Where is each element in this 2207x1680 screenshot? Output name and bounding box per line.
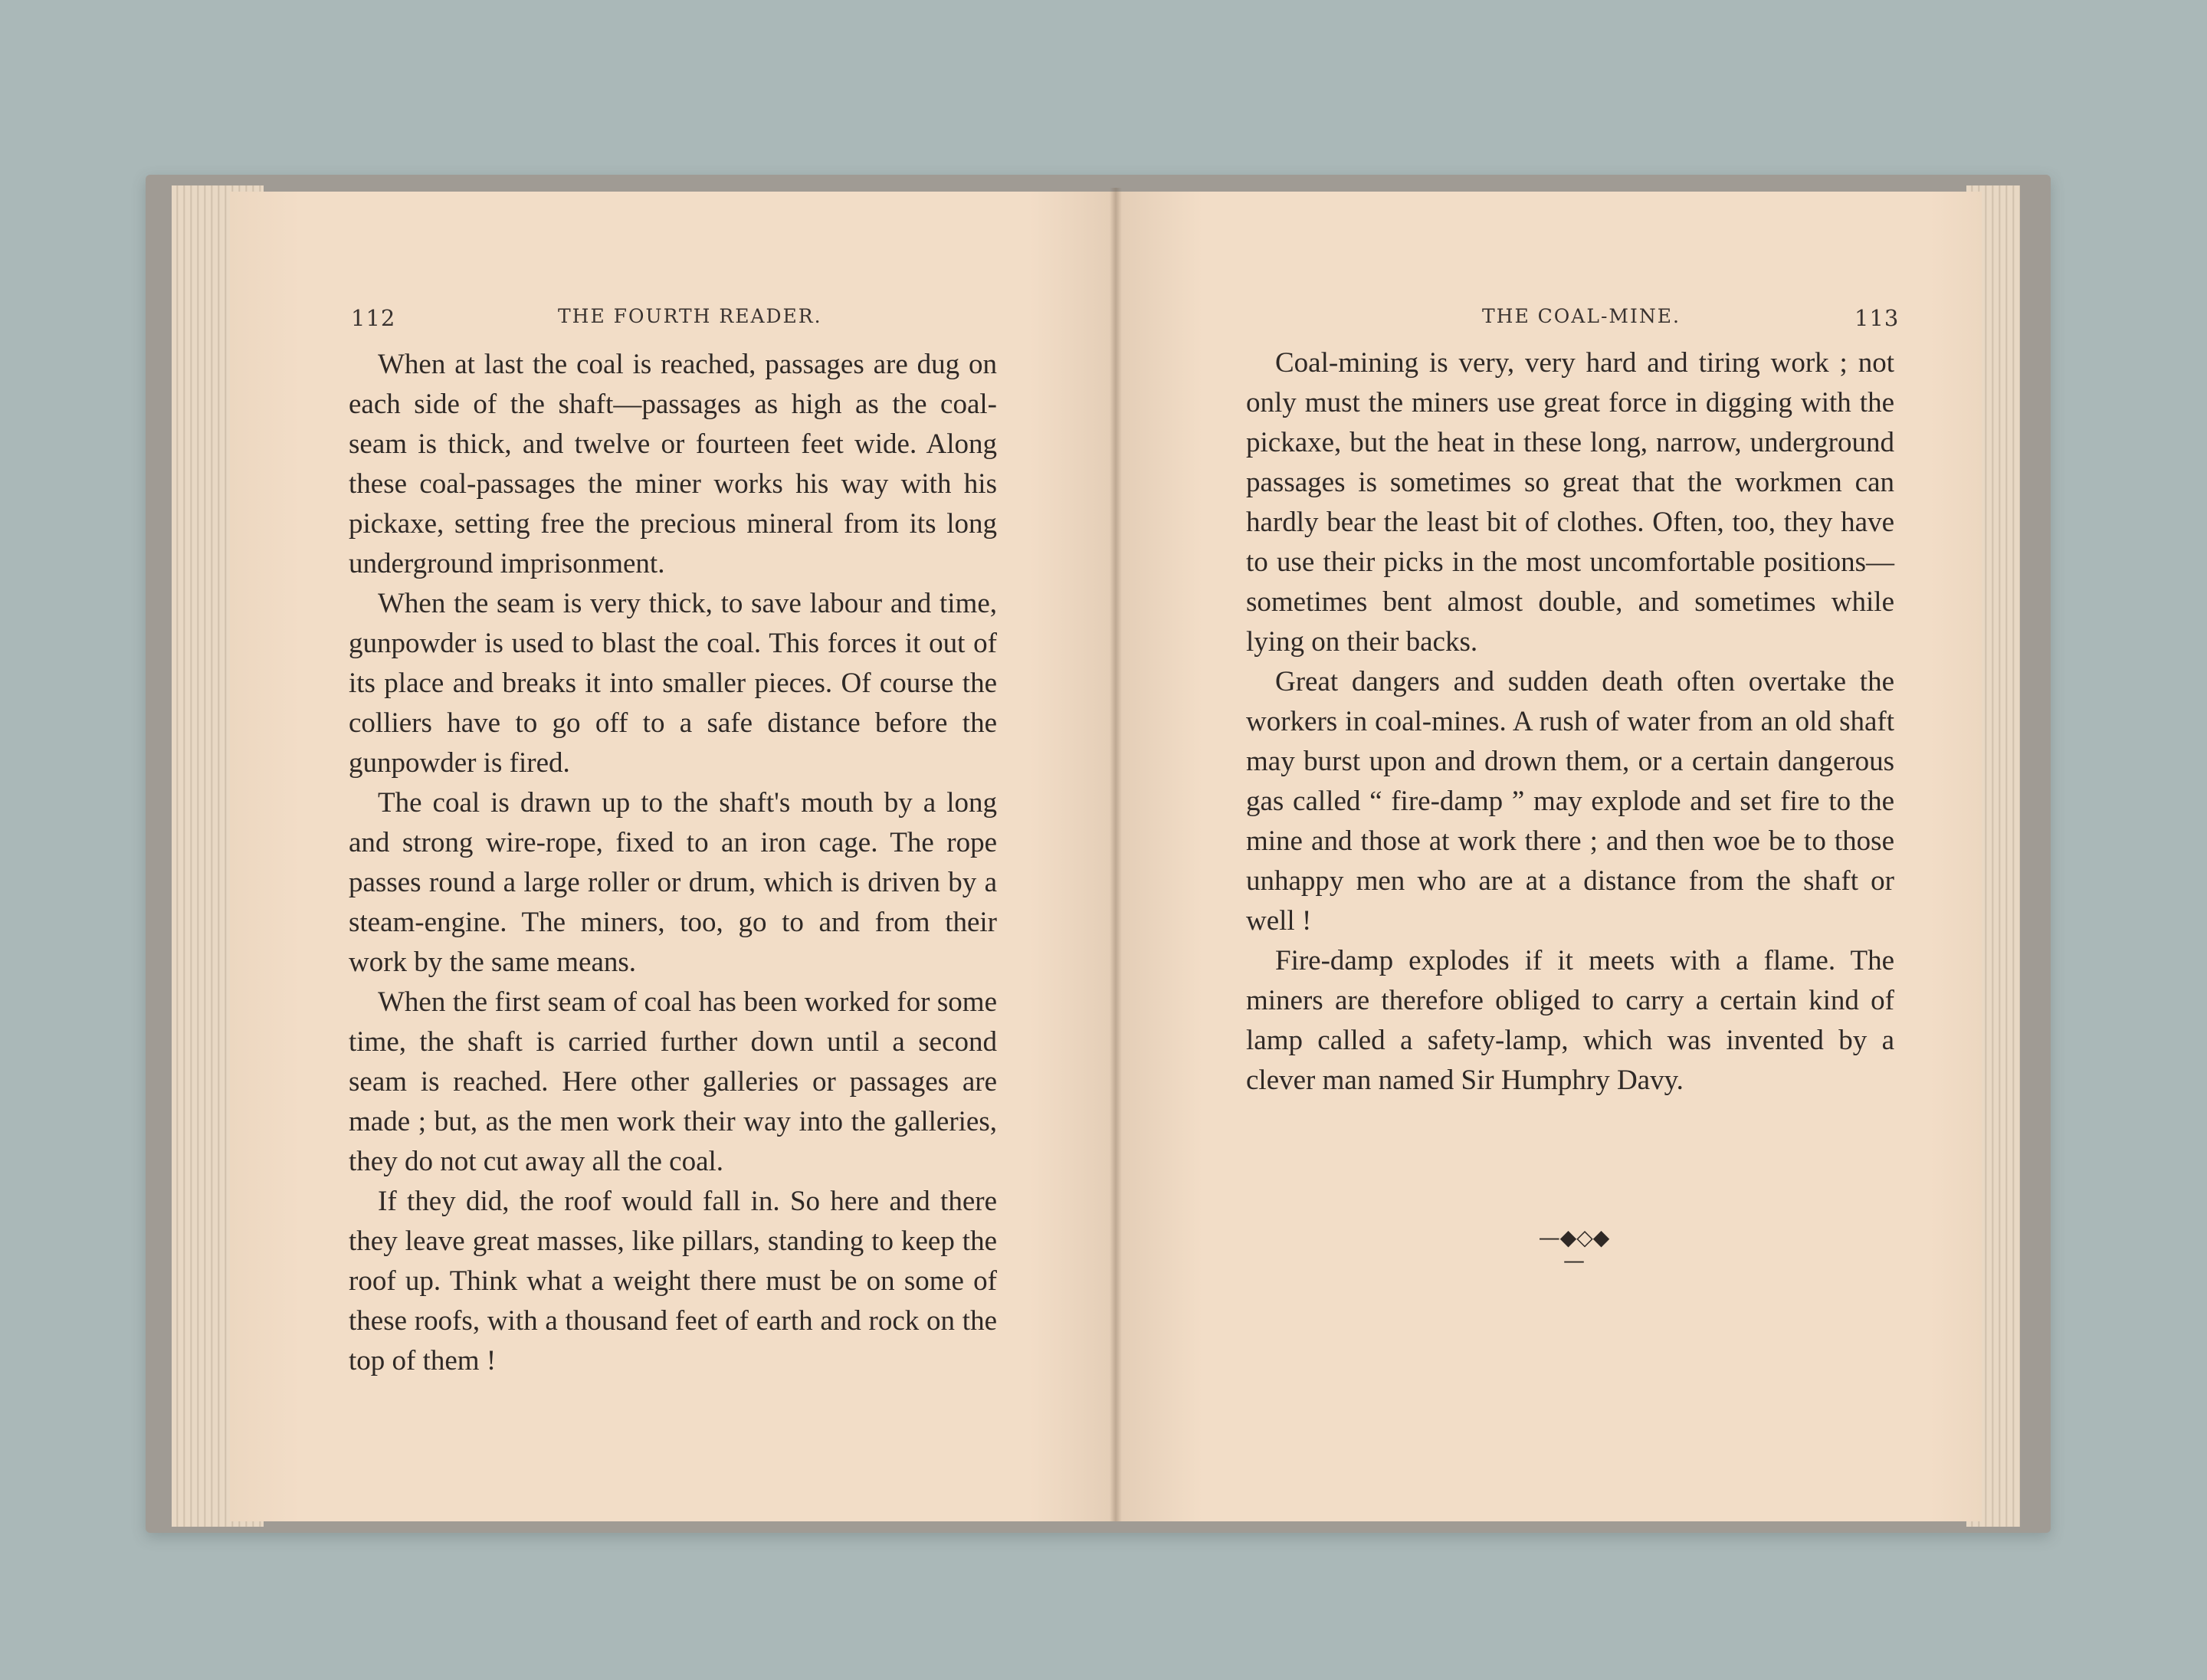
left-running-head: THE FOURTH READER.	[558, 305, 822, 327]
paragraph: When at last the coal is reached, passages are dug on each side of the shaft—passages as high as the coal-seam is thick, and twelve or fourteen feet wide. Along these coal-passages the miner works his way with his pickaxe, setting free the precious mineral from its long underground imprisonment.	[349, 349, 997, 579]
right-page-body	[1246, 343, 1894, 1101]
left-page-body	[349, 345, 997, 1381]
paragraph: Coal-mining is very, very hard and tiring work ; not only must the miners use great force in digging with the pickaxe, but the heat in these long, narrow, underground passages is sometimes so great that the workmen can hardly bear the least bit of clothes. Often, too, they have to use their picks in the most uncomfortable positions—sometimes bent almost double, and sometimes while lying on their backs.	[1246, 347, 1894, 658]
paragraph: When the seam is very thick, to save labour and time, gunpowder is used to blast the coal. This forces it out of its place and breaks it into smaller pieces. Of course the colliers have to go off to a safe distance before the gunpowder is fired.	[349, 588, 997, 779]
paragraph: Great dangers and sudden death often overtake the workers in coal-mines. A rush of water from an old shaft may burst upon and drown them, or a certain dangerous gas called “ fire-damp ” may explode and set fire to the mine and those at work there ; and then woe be to those unhappy men who are at a distance from the shaft or well !	[1246, 666, 1894, 937]
paragraph: If they did, the roof would fall in. So here and there they leave great masses, like pillars, standing to keep the roof up. Think what a weight there must be on some of these roofs, with a thousand feet of earth and rock on the top of them !	[349, 1186, 997, 1376]
left-page-number: 112	[351, 305, 396, 331]
ornament-divider: —◆◇◆—	[1538, 1225, 1610, 1273]
right-running-head: THE COAL-MINE.	[1482, 305, 1681, 327]
paragraph: The coal is drawn up to the shaft's mouth by a long and strong wire-rope, fixed to an iron cage. The rope passes round a large roller or drum, which is driven by a steam-engine. The miners, too, go to and from their work by the same means.	[349, 787, 997, 978]
book-gutter	[1110, 188, 1122, 1521]
paragraph: When the first seam of coal has been worked for some time, the shaft is carried further down until a second seam is reached. Here other galleries or passages are made ; but, as the men work their way into the galleries, they do not cut away all the coal.	[349, 986, 997, 1177]
paragraph: Fire-damp explodes if it meets with a flame. The miners are therefore obliged to carry a certain kind of lamp called a safety-lamp, which was invented by a clever man named Sir Humphry Davy.	[1246, 945, 1894, 1096]
right-page-number: 113	[1854, 305, 1900, 331]
